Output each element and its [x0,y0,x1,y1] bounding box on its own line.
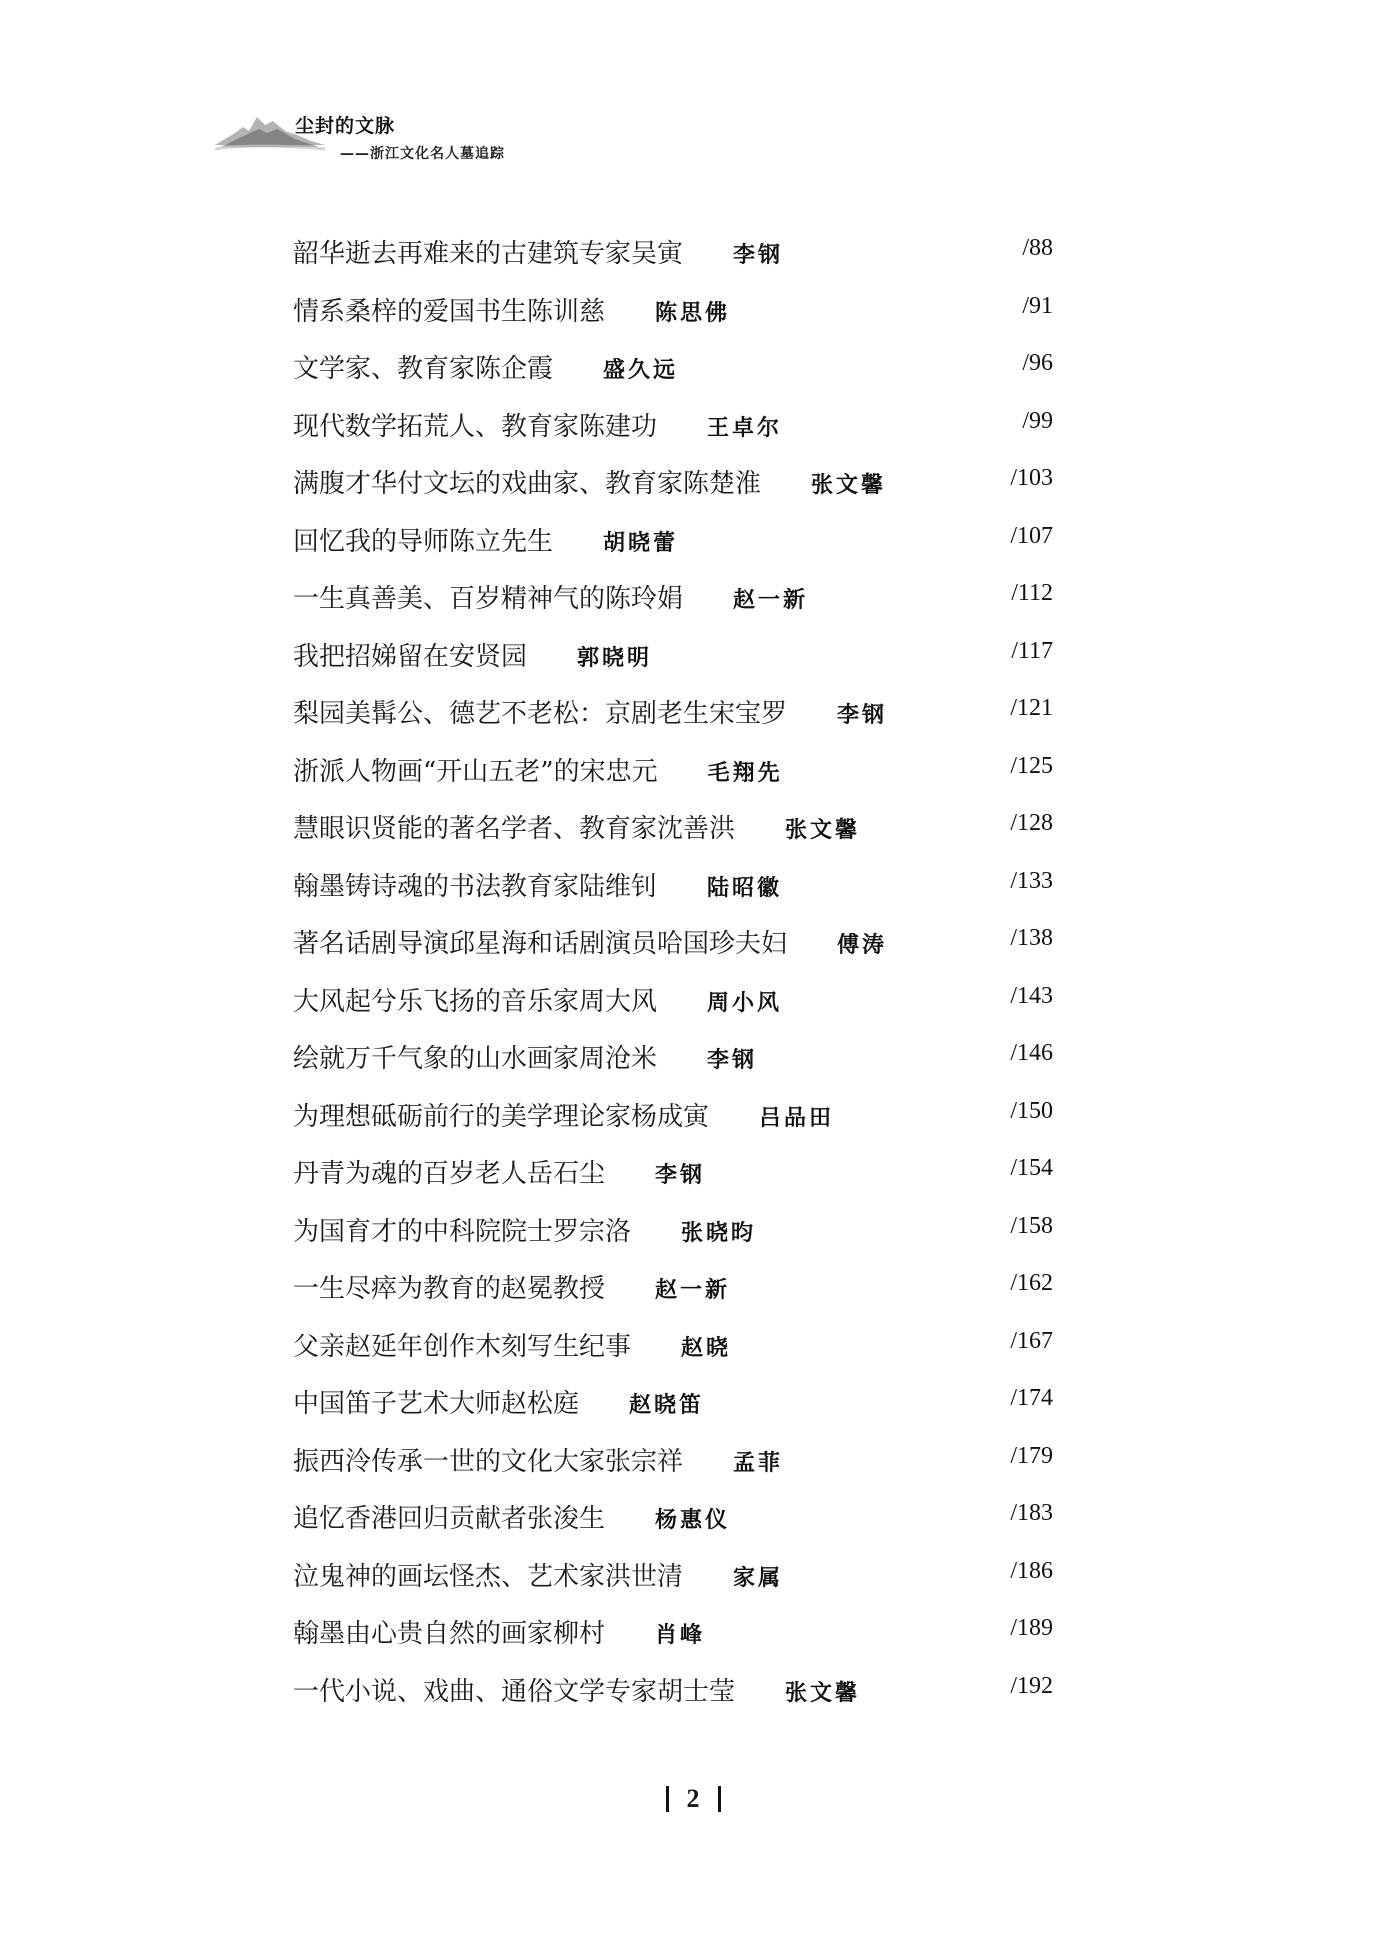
toc-entry-page: /158 [1010,1212,1053,1239]
toc-entry-author: 张文馨 [785,818,861,843]
toc-entry-page: /103 [1010,465,1053,491]
toc-entry [293,628,1053,686]
toc-entry [293,1663,1053,1721]
toc-entry [293,1433,1053,1491]
toc-entry-author: 吕品田 [759,1105,835,1131]
toc-entry-title [293,1498,730,1535]
toc-entry-title-text: 我把招娣留在安贤园 [293,641,528,672]
toc-entry [293,915,1053,973]
toc-entry [293,1260,1053,1318]
toc-entry-title-text: 为国育才的中科院院士罗宗洛 [293,1216,632,1247]
toc-entry [293,858,1053,916]
table-of-contents [293,225,1053,1720]
toc-entry-title [293,233,783,270]
toc-entry [293,1203,1053,1261]
toc-entry-author: 陆昭徽 [707,875,783,901]
toc-entry [293,570,1053,628]
toc-entry-author: 赵一新 [655,1278,731,1303]
toc-entry-author: 肖峰 [655,1623,706,1648]
toc-entry-title [293,1383,704,1420]
toc-entry [293,1605,1053,1663]
toc-entry-author: 陈思佛 [655,300,731,326]
toc-entry-page: /88 [1022,235,1053,261]
toc-entry-title-text: 一生真善美、百岁精神气的陈玲娟 [293,584,684,614]
toc-entry-title [293,463,886,500]
toc-entry [293,1490,1053,1548]
toc-entry-title [293,521,678,558]
toc-entry [293,225,1053,283]
toc-entry-title [293,1096,834,1133]
toc-entry-author: 傅涛 [837,933,888,958]
toc-entry-author: 李钢 [655,1163,706,1188]
toc-entry [293,513,1053,571]
toc-entry-title-text: 一代小说、戏曲、通俗文学专家胡士莹 [293,1676,736,1707]
toc-entry-page: /133 [1010,867,1053,894]
footer-bar-left [666,1786,669,1812]
toc-entry-page: /121 [1010,695,1053,721]
toc-entry-title-text: 大风起兮乐飞扬的音乐家周大风 [293,986,658,1017]
toc-entry [293,398,1053,456]
toc-entry [293,1145,1053,1203]
toc-entry-author: 郭晓明 [577,645,653,671]
toc-entry-title [293,923,887,960]
toc-entry [293,685,1053,743]
toc-entry-author: 李钢 [837,703,888,728]
toc-entry-title-text: 为理想砥砺前行的美学理论家杨成寅 [293,1101,710,1132]
toc-entry-title [293,636,652,673]
toc-entry-page: /125 [1010,752,1053,779]
toc-entry-title-text: 回忆我的导师陈立先生 [293,526,554,557]
toc-entry-title [293,406,782,443]
running-header [215,105,635,175]
toc-entry-page: /143 [1010,982,1053,1009]
toc-entry-title [293,578,808,615]
toc-entry-title-text: 现代数学拓荒人、教育家陈建功 [293,411,658,442]
toc-entry-page: /183 [1010,1500,1053,1526]
toc-entry-title [293,291,730,328]
toc-entry [293,455,1053,513]
toc-entry [293,1548,1053,1606]
toc-entry-title-text: 情系桑梓的爱国书生陈训慈 [293,296,606,327]
toc-entry-page: /117 [1011,637,1053,664]
toc-entry-author: 李钢 [733,243,784,268]
toc-entry-title-text: 绘就万千气象的山水画家周沧米 [293,1044,658,1074]
toc-entry-page: /96 [1022,350,1053,376]
toc-entry-title [293,1268,730,1305]
toc-entry-title [293,1038,757,1075]
toc-entry-page: /174 [1010,1385,1053,1411]
toc-entry-title-text: 父亲赵延年创作木刻写生纪事 [293,1331,632,1362]
toc-entry-author: 王卓尔 [707,415,783,441]
toc-entry [293,800,1053,858]
toc-entry-author: 赵一新 [733,588,809,613]
toc-entry-page: /128 [1010,810,1053,836]
toc-entry-title-text: 翰墨铸诗魂的书法教育家陆维钊 [293,871,658,902]
toc-entry-page: /138 [1010,925,1053,951]
toc-entry-title [293,348,678,385]
toc-entry-author: 杨惠仪 [655,1508,731,1533]
toc-entry [293,283,1053,341]
toc-entry-author: 周小风 [707,990,783,1016]
toc-entry-author: 胡晓蕾 [603,530,679,556]
toc-entry-page: /162 [1010,1270,1053,1296]
toc-entry-title-text: 著名话剧导演邱星海和话剧演员哈国珍夫妇 [293,929,788,959]
toc-entry-author: 李钢 [707,1048,758,1073]
book-subtitle: ——浙江文化名人墓追踪 [340,146,505,162]
toc-entry-author: 赵晓笛 [629,1393,705,1418]
toc-entry-page: /150 [1010,1097,1053,1124]
toc-entry [293,1088,1053,1146]
toc-entry [293,1030,1053,1088]
toc-entry-title [293,866,782,903]
toc-entry-page: /167 [1010,1327,1053,1354]
toc-entry-author: 毛翔先 [707,760,783,786]
toc-entry-page: /154 [1010,1155,1053,1181]
toc-entry-title-text: 中国笛子艺术大师赵松庭 [293,1389,580,1419]
toc-entry-title-text: 翰墨由心贵自然的画家柳村 [293,1619,606,1649]
toc-entry-title-text: 文学家、教育家陈企霞 [293,354,554,384]
toc-entry-author: 盛久远 [603,358,679,383]
toc-entry-title [293,751,783,788]
toc-entry-title [293,1613,705,1650]
toc-entry-page: /112 [1011,580,1053,606]
toc-entry-title [293,1441,783,1478]
toc-entry-title [293,1556,783,1593]
toc-entry-title [293,1153,705,1190]
toc-entry-title-text: 丹青为魂的百岁老人岳石尘 [293,1159,606,1189]
toc-entry [293,743,1053,801]
toc-entry-page: /99 [1022,407,1053,434]
toc-entry-title-text: 浙派人物画“开山五老”的宋忠元 [293,756,658,787]
toc-entry-page: /189 [1010,1615,1053,1641]
toc-entry-author: 张文馨 [785,1680,861,1706]
toc-entry-author: 家属 [733,1565,784,1591]
toc-entry-page: /186 [1010,1557,1053,1584]
toc-entry-title [293,808,860,845]
toc-entry [293,1318,1053,1376]
toc-entry-page: /179 [1010,1442,1053,1469]
toc-entry-title-text: 韶华逝去再难来的古建筑专家吴寅 [293,239,684,269]
toc-entry-author: 张晓昀 [681,1220,757,1246]
toc-entry-title-text: 慧眼识贤能的著名学者、教育家沈善洪 [293,814,736,844]
toc-entry-author: 张文馨 [811,473,887,498]
toc-entry-title-text: 泣鬼神的画坛怪杰、艺术家洪世清 [293,1561,684,1592]
page-footer [0,1782,1386,1814]
toc-entry-page: /192 [1010,1672,1053,1699]
toc-entry [293,973,1053,1031]
toc-entry-title-text: 一生尽瘁为教育的赵冕教授 [293,1274,606,1304]
footer-bar-right [718,1786,721,1812]
toc-entry-title [293,1671,860,1708]
toc-entry-author: 孟菲 [733,1450,784,1476]
toc-entry-page: /107 [1010,522,1053,549]
toc-entry-author: 赵晓 [681,1335,732,1361]
toc-entry-title-text: 追忆香港回归贡献者张浚生 [293,1504,606,1534]
toc-entry [293,340,1053,398]
toc-entry-title-text: 振西泠传承一世的文化大家张宗祥 [293,1446,684,1477]
toc-entry-title-text: 梨园美髯公、德艺不老松：京剧老生宋宝罗 [293,699,788,729]
toc-entry [293,1375,1053,1433]
toc-entry-title-text: 满腹才华付文坛的戏曲家、教育家陈楚淮 [293,469,762,499]
toc-entry-page: /91 [1022,292,1053,319]
toc-entry-title [293,981,782,1018]
toc-entry-title [293,693,887,730]
toc-entry-page: /146 [1010,1040,1053,1066]
toc-entry-title [293,1326,731,1363]
book-title: 尘封的文脉 [295,115,396,137]
page-number: 2 [686,1784,700,1814]
toc-entry-title [293,1211,756,1248]
